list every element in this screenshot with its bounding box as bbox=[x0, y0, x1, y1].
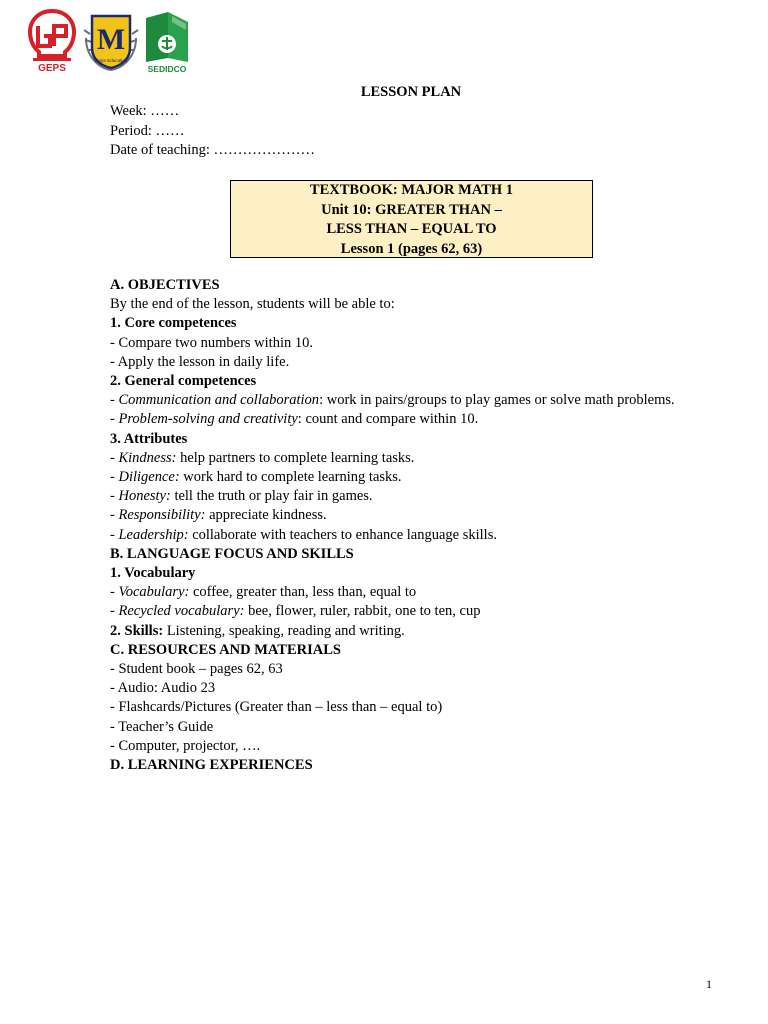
list-term: Vocabulary: bbox=[118, 584, 190, 601]
section-heading-resources: C. RESOURCES AND MATERIALS bbox=[110, 641, 341, 658]
list-term: Responsibility: bbox=[118, 507, 206, 524]
subheading-general-competences: 2. General competences bbox=[110, 373, 257, 390]
list-term: Communication and collaboration bbox=[118, 392, 320, 409]
textbook-line: TEXTBOOK: MAJOR MATH 1 bbox=[309, 182, 514, 198]
list-item bbox=[110, 410, 750, 429]
list-term: Diligence: bbox=[118, 469, 180, 486]
list-bullet: - bbox=[110, 469, 119, 486]
list-text: tell the truth or play fair in games. bbox=[170, 488, 373, 505]
list-item: - Flashcards/Pictures (Greater than – less than – equal to) bbox=[110, 699, 443, 716]
major-logo-letter: M bbox=[96, 23, 126, 56]
list-text: : count and compare within 10. bbox=[297, 411, 479, 428]
list-bullet: - bbox=[110, 392, 119, 409]
list-text: : work in pairs/groups to play games or solve math problems. bbox=[319, 392, 675, 409]
geps-logo bbox=[25, 8, 79, 74]
lesson-line: Lesson 1 (pages 62, 63) bbox=[340, 240, 483, 257]
list-item: - Computer, projector, …. bbox=[110, 737, 261, 754]
list-bullet: - bbox=[110, 449, 119, 466]
list-item: - Teacher’s Guide bbox=[110, 718, 214, 735]
skills-line bbox=[110, 622, 750, 641]
lesson-meta bbox=[110, 102, 315, 161]
list-item: - Apply the lesson in daily life. bbox=[110, 353, 290, 370]
list-text: coffee, greater than, less than, equal to bbox=[189, 584, 417, 601]
list-item bbox=[110, 468, 750, 487]
sedidco-logo-text: SEDIDCO bbox=[147, 64, 187, 74]
lesson-body bbox=[110, 276, 750, 775]
list-term: Problem-solving and creativity bbox=[118, 411, 298, 428]
list-term: Kindness: bbox=[118, 449, 177, 466]
list-item: - Compare two numbers within 10. bbox=[110, 334, 313, 351]
list-text: help partners to complete learning tasks. bbox=[176, 449, 415, 466]
list-item bbox=[110, 449, 750, 468]
list-bullet: - bbox=[110, 603, 119, 620]
list-bullet: - bbox=[110, 411, 119, 428]
subheading-core-competences: 1. Core competences bbox=[110, 315, 237, 332]
objectives-intro: By the end of the lesson, students will be able to: bbox=[110, 296, 395, 313]
list-item: - Audio: Audio 23 bbox=[110, 680, 216, 697]
list-item bbox=[110, 487, 750, 506]
list-bullet: - bbox=[110, 584, 119, 601]
major-education-logo bbox=[80, 8, 142, 74]
sedidco-logo bbox=[142, 8, 192, 74]
list-text: bee, flower, ruler, rabbit, one to ten, cup bbox=[244, 603, 481, 620]
list-item: - Student book – pages 62, 63 bbox=[110, 661, 283, 678]
unit-line-2: LESS THAN – EQUAL TO bbox=[326, 221, 497, 237]
list-text: collaborate with teachers to enhance language skills. bbox=[188, 526, 497, 543]
list-term: Leadership: bbox=[118, 526, 189, 543]
subheading-vocabulary: 1. Vocabulary bbox=[110, 565, 196, 582]
skills-text: Listening, speaking, reading and writing. bbox=[163, 622, 405, 639]
list-text: appreciate kindness. bbox=[205, 507, 327, 524]
geps-logo-text: GEPS bbox=[38, 63, 66, 74]
list-item bbox=[110, 506, 750, 525]
section-heading-language-focus: B. LANGUAGE FOCUS AND SKILLS bbox=[110, 545, 354, 562]
subheading-attributes: 3. Attributes bbox=[110, 430, 188, 447]
list-item bbox=[110, 391, 750, 410]
header-logos bbox=[25, 8, 195, 74]
list-item bbox=[110, 602, 750, 621]
page-title: LESSON PLAN bbox=[360, 84, 462, 100]
list-bullet: - bbox=[110, 488, 119, 505]
textbook-info-box bbox=[230, 180, 593, 258]
major-logo-ring-text: Major Education bbox=[94, 58, 128, 63]
page-number: 1 bbox=[706, 977, 712, 991]
list-bullet: - bbox=[110, 507, 119, 524]
section-heading-objectives: A. OBJECTIVES bbox=[110, 277, 220, 293]
unit-line-1: Unit 10: GREATER THAN – bbox=[321, 201, 502, 218]
section-heading-learning-experiences: D. LEARNING EXPERIENCES bbox=[110, 757, 313, 774]
list-text: work hard to complete learning tasks. bbox=[179, 469, 402, 486]
week-line: Week: …… bbox=[110, 103, 180, 119]
date-line: Date of teaching: ………………… bbox=[110, 142, 315, 158]
list-bullet: - bbox=[110, 526, 119, 543]
skills-label: 2. Skills: bbox=[110, 622, 164, 639]
list-term: Recycled vocabulary: bbox=[118, 603, 245, 620]
period-line: Period: …… bbox=[110, 122, 185, 139]
list-item bbox=[110, 526, 750, 545]
list-term: Honesty: bbox=[118, 488, 171, 505]
list-item bbox=[110, 583, 750, 602]
